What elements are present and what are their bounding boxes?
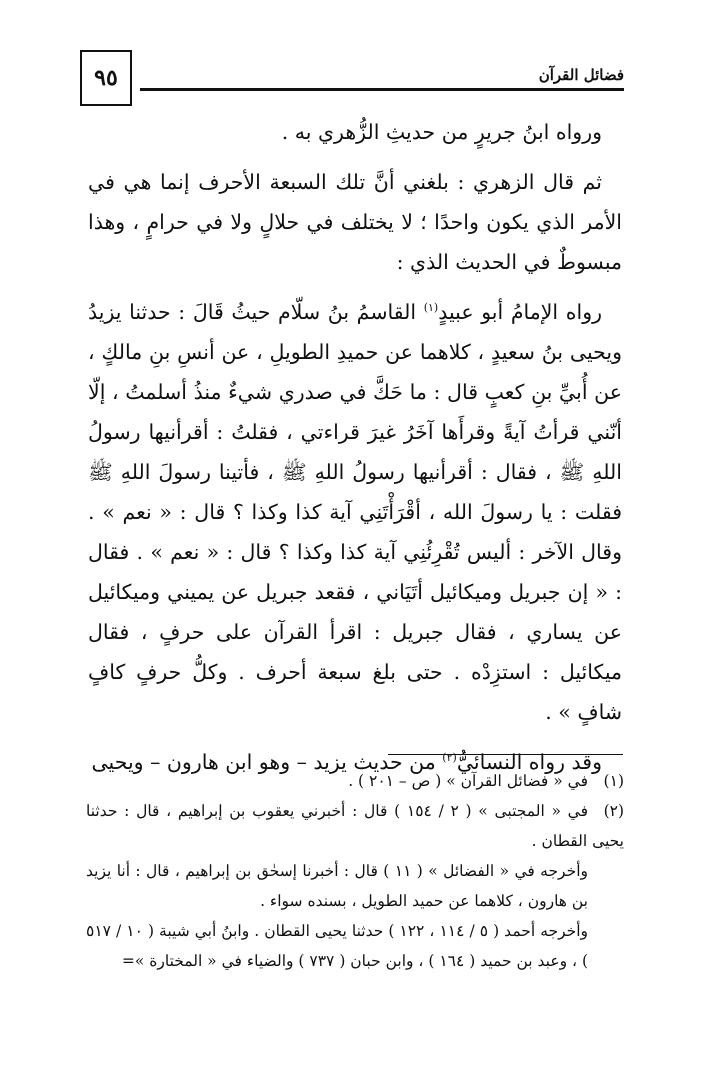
paragraph-2: ثم قال الزهري : بلغني أنَّ تلك السبعة الأحرف إنما هي في الأمر الذي يكون واحدًا ؛ لا يختلف في حلالٍ ولا في حرامٍ ، وهذا مبسوطٌ في الحديث الذي : <box>88 170 622 274</box>
footnote-1-number: (١) <box>603 772 624 790</box>
running-header <box>140 52 624 91</box>
footnotes <box>86 766 624 976</box>
footnote-2 <box>86 796 624 856</box>
main-text <box>88 112 622 782</box>
page-number: ٩٥ <box>94 65 118 91</box>
paragraph-3-start: رواه الإمامُ أبو عبيدٍ <box>438 300 602 324</box>
footnote-2-continuation-1: وأخرجه في « الفضائل » ( ١١ ) قال : أخبرنا إسحٰق بن إبراهيم ، قال : أنا يزيد بن هارون ، كلاهما عن حميد الطويل ، بسنده سواء . <box>86 862 588 910</box>
footnote-1 <box>86 766 624 796</box>
running-title: فضائل القرآن <box>538 66 624 84</box>
paragraph-4-start: وقد رواه النسائيُّ <box>456 750 602 774</box>
footnote-1-text: في « فضائل القرآن » ( ص – ٢٠١ ) . <box>348 772 588 790</box>
footnote-marker-1: (١) <box>423 301 439 315</box>
footnote-2-number: (٢) <box>603 802 625 820</box>
paragraph-3 <box>88 292 622 732</box>
paragraph-3-rest: القاسمُ بنُ سلّام حيثُ قَالَ : حدثنا يزيدُ ويحيى بنُ سعيدٍ ، كلاهما عن حميدِ الطويلِ ، عن أنسِ بنِ مالكٍ ، عن أُبيِّ بنِ كعبٍ قال : ما حَكَّ في صدري شيءٌ منذُ أسلمتُ ، إلّا أنّني قرأتُ آيةً وقرأَها آخَرُ غيرَ قراءتي ، فقلتُ : أقرأنيها رسولُ اللهِ ﷺ ، فقال : أقرأنيها رسولُ اللهِ ﷺ ، فأتينا رسولَ اللهِ ﷺ فقلت : يا رسولَ الله ، أقْرَأْتَنِي آية كذا وكذا ؟ قال : « نعم » . وقال الآخر : أليس تُقْرِئُنِي آية كذا وكذا ؟ قال : « نعم » . فقال : « إن جبريل وميكائيل أتَيَاني ، فقعد جبريل عن يميني وميكائيل عن يساري ، فقال جبريل : اقرأ القرآن على حرفٍ ، فقال ميكائيل : استزِدْه . حتى بلغ سبعة أحرف . وكلُّ حرفٍ كافٍ شافٍ » . <box>88 300 622 724</box>
footnote-marker-2: (٢) <box>442 751 457 765</box>
paragraph-4-rest: من حديث يزيد – وهو ابن هارون – ويحيى <box>91 750 436 774</box>
footnote-2-text: في « المجتبى » ( ٢ / ١٥٤ ) قال : أخبرني يعقوب بن إبراهيم ، قال : حدثنا يحيى القطان . <box>86 802 624 850</box>
footnote-divider <box>388 754 623 755</box>
page-number-box <box>80 50 132 106</box>
footnote-2-continuation-2: وأخرجه أحمد ( ٥ / ١١٤ ، ١٢٢ ) حدثنا يحيى القطان . وابنُ أبي شيبة ( ١٠ / ٥١٧ ) ، وعبد بن حميد ( ١٦٤ ) ، وابن حبان ( ٧٣٧ ) والضياء في « المختارة »= <box>86 922 589 970</box>
paragraph-1: ورواه ابنُ جريرٍ من حديثِ الزُّهري به . <box>281 120 602 144</box>
